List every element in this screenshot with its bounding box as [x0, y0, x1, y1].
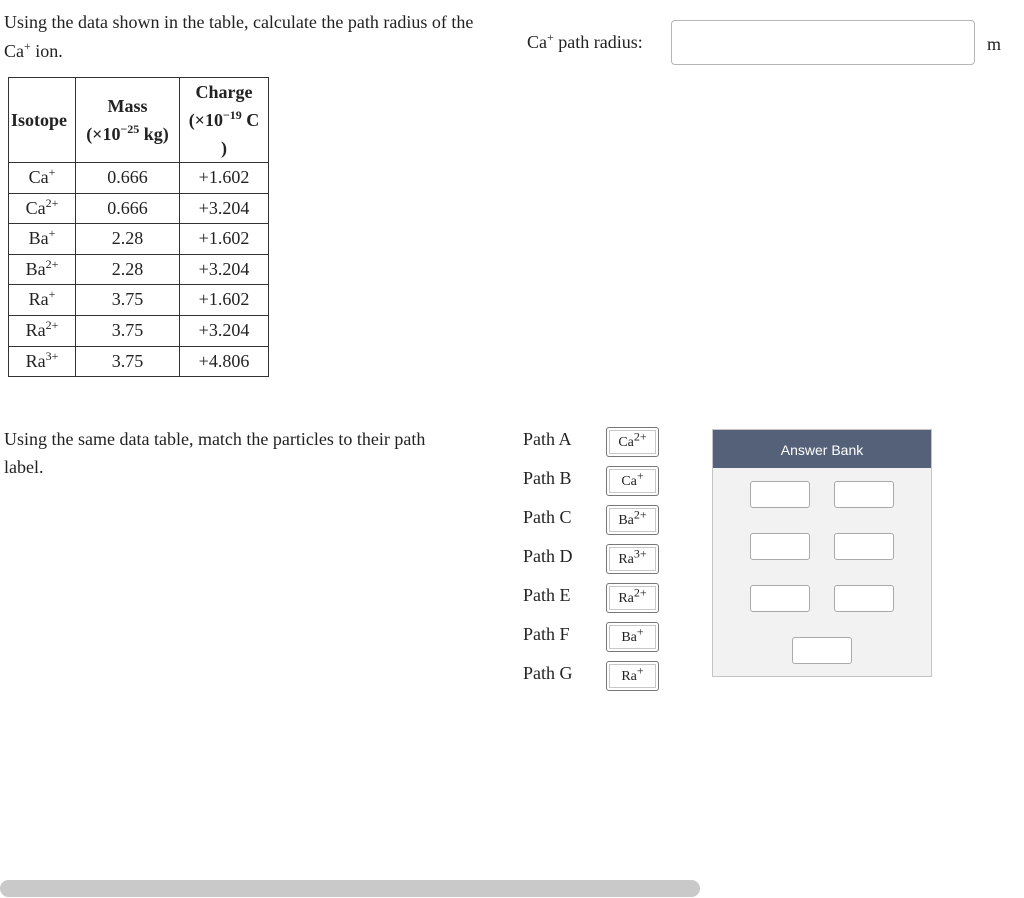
path-row-c: Path C $Ba^{2+}$	[523, 505, 723, 535]
unit-label: m	[987, 34, 1002, 54]
header-charge: Charge ($\times 10^{-19}$ C )	[180, 78, 269, 163]
table-row: $Ra^{2+}$ 3.75 +3.204	[9, 315, 269, 346]
path-row-f: Path F Ba+	[523, 622, 723, 652]
table-row: Ca+ 0.666 +1.602	[9, 163, 269, 194]
answer-bank	[712, 429, 932, 677]
particle-chip[interactable]: $Ba^{2+}$	[606, 505, 659, 535]
particle-chip[interactable]: $Ca^{2+}$	[606, 427, 659, 457]
question-1-text: Using the data shown in the table, calculate the path radius of the Ca+ ion.	[4, 12, 474, 61]
answer-bank-slot[interactable]	[834, 585, 894, 612]
path-radius-input[interactable]	[671, 20, 975, 65]
horizontal-scrollbar[interactable]	[0, 880, 700, 897]
header-mass: Mass ($\times 10^{-25}$ kg)	[76, 78, 180, 163]
path-row-g: Path G Ra+	[523, 661, 723, 691]
answer-bank-slot[interactable]	[750, 533, 810, 560]
particle-chip[interactable]: $Ra^{2+}$	[606, 583, 659, 613]
particle-chip[interactable]: Ra+	[606, 661, 659, 691]
header-isotope: Isotope	[9, 78, 76, 163]
path-row-e: Path E $Ra^{2+}$	[523, 583, 723, 613]
table-row: $Ba^{2+}$ 2.28 +3.204	[9, 254, 269, 285]
table-row: $Ra^{3+}$ 3.75 +4.806	[9, 346, 269, 377]
answer-bank-slot[interactable]	[834, 533, 894, 560]
path-row-b: Path B Ca+	[523, 466, 723, 496]
isotope-table	[8, 77, 269, 377]
table-row: $Ca^{2+}$ 0.666 +3.204	[9, 193, 269, 224]
answer-bank-slot[interactable]	[750, 585, 810, 612]
answer-bank-slot[interactable]	[750, 481, 810, 508]
particle-chip[interactable]: $Ra^{3+}$	[606, 544, 659, 574]
answer-label: Ca+ path radius:	[527, 30, 643, 52]
answer-bank-title: Answer Bank	[713, 430, 931, 468]
answer-bank-slot[interactable]	[834, 481, 894, 508]
table-row: Ra+ 3.75 +1.602	[9, 285, 269, 316]
answer-bank-slot[interactable]	[792, 637, 852, 664]
particle-chip[interactable]: Ca+	[606, 466, 659, 496]
path-row-d: Path D $Ra^{3+}$	[523, 544, 723, 574]
table-row: Ba+ 2.28 +1.602	[9, 224, 269, 255]
question-2-text: Using the same data table, match the particles to their path label.	[4, 429, 426, 477]
particle-chip[interactable]: Ba+	[606, 622, 659, 652]
path-row-a: Path A $Ca^{2+}$	[523, 427, 723, 457]
